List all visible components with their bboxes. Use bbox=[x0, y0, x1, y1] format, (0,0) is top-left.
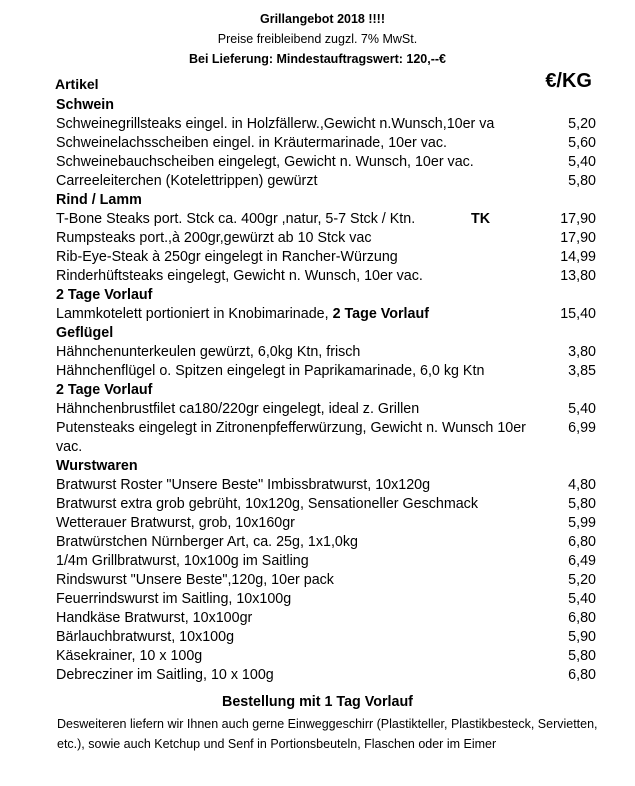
list-item bbox=[56, 590, 596, 609]
item-price: 6,80 bbox=[568, 667, 596, 683]
delivery-note: Bei Lieferung: Mindestauftragswert: 120,--€ bbox=[189, 52, 446, 66]
item-description: Schweinebauchscheiben eingelegt, Gewicht n. Wunsch, 10er vac. bbox=[56, 154, 474, 170]
item-price: 5,99 bbox=[568, 515, 596, 531]
lead-time-note: 2 Tage Vorlauf bbox=[332, 306, 429, 322]
item-price: 5,40 bbox=[568, 154, 596, 170]
item-description: Rumpsteaks port.,à 200gr,gewürzt ab 10 Stck vac bbox=[56, 230, 372, 246]
price-list bbox=[56, 96, 596, 685]
frozen-tag: TK bbox=[471, 211, 491, 227]
item-price: 13,80 bbox=[560, 268, 596, 284]
list-item bbox=[56, 305, 596, 324]
item-description: Käsekrainer, 10 x 100g bbox=[56, 648, 203, 664]
list-item bbox=[56, 666, 596, 685]
item-description: Rindswurst "Unsere Beste",120g, 10er pack bbox=[56, 572, 334, 588]
list-item bbox=[56, 571, 596, 590]
list-item bbox=[56, 552, 596, 571]
item-description: T-Bone Steaks port. Stck ca. 400gr ,natur, 5-7 Stck / Ktn. bbox=[56, 211, 416, 227]
item-description: Hähnchenbrustfilet ca180/220gr eingelegt, ideal z. Grillen bbox=[56, 401, 420, 417]
item-description: Feuerrindswurst im Saitling, 10x100g bbox=[56, 591, 292, 607]
list-item bbox=[56, 495, 596, 514]
item-description: Schweinelachsscheiben eingel. in Kräutermarinade, 10er vac. bbox=[56, 135, 448, 151]
list-item bbox=[56, 533, 596, 552]
item-price: 3,80 bbox=[568, 344, 596, 360]
section-heading: Geflügel bbox=[56, 325, 114, 341]
item-price: 4,80 bbox=[568, 477, 596, 493]
item-price: 5,20 bbox=[568, 116, 596, 132]
item-description: Schweinegrillsteaks eingel. in Holzfällerw.,Gewicht n.Wunsch,10er va bbox=[56, 116, 495, 132]
item-price: 5,80 bbox=[568, 173, 596, 189]
list-item bbox=[56, 210, 596, 229]
item-description: Rinderhüftsteaks eingelegt, Gewicht n. Wunsch, 10er vac. bbox=[56, 268, 423, 284]
item-price: 5,40 bbox=[568, 401, 596, 417]
item-price: 5,80 bbox=[568, 648, 596, 664]
item-description: Bärlauchbratwurst, 10x100g bbox=[56, 629, 235, 645]
section-heading: Wurstwaren bbox=[56, 458, 138, 474]
item-description: Bratwürstchen Nürnberger Art, ca. 25g, 1x1,0kg bbox=[56, 534, 358, 550]
document-title: Grillangebot 2018 !!!! bbox=[259, 12, 386, 26]
item-price: 17,90 bbox=[560, 230, 596, 246]
list-item bbox=[56, 609, 596, 628]
unit-column-header: €/KG bbox=[545, 70, 592, 92]
item-price: 6,80 bbox=[568, 534, 596, 550]
item-price: 17,90 bbox=[560, 211, 596, 227]
item-price: 5,40 bbox=[568, 591, 596, 607]
list-item bbox=[56, 476, 596, 495]
item-price: 3,85 bbox=[568, 363, 596, 379]
item-description: Lammkotelett portioniert in Knobimarinade, bbox=[56, 306, 333, 322]
item-price: 5,80 bbox=[568, 496, 596, 512]
item-description: Debrecziner im Saitling, 10 x 100g bbox=[56, 667, 274, 683]
list-item bbox=[56, 134, 596, 153]
item-price: 6,80 bbox=[568, 610, 596, 626]
list-item bbox=[56, 400, 596, 419]
order-note: Bestellung mit 1 Tag Vorlauf bbox=[222, 694, 413, 710]
list-item bbox=[56, 647, 596, 666]
item-price: 6,99 bbox=[568, 420, 596, 436]
item-description: Bratwurst Roster "Unsere Beste" Imbissbratwurst, 10x120g bbox=[56, 477, 431, 493]
list-item bbox=[56, 115, 596, 134]
section-heading: Rind / Lamm bbox=[56, 192, 142, 208]
list-item bbox=[56, 628, 596, 647]
item-description: 1/4m Grillbratwurst, 10x100g im Saitling bbox=[56, 553, 309, 569]
item-price: 15,40 bbox=[560, 306, 596, 322]
list-item bbox=[56, 267, 596, 286]
item-price: 6,49 bbox=[568, 553, 596, 569]
item-price: 5,90 bbox=[568, 629, 596, 645]
item-description: Hähnchenflügel o. Spitzen eingelegt in Paprikamarinade, 6,0 kg Ktn bbox=[56, 363, 485, 379]
item-price: 5,60 bbox=[568, 135, 596, 151]
item-price: 5,20 bbox=[568, 572, 596, 588]
item-description: Putensteaks eingelegt in Zitronenpfefferwürzung, Gewicht n. Wunsch 10er vac. bbox=[56, 420, 526, 455]
price-note: Preise freibleibend zugzl. 7% MwSt. bbox=[217, 32, 418, 46]
list-item bbox=[56, 343, 596, 362]
item-description: Handkäse Bratwurst, 10x100gr bbox=[56, 610, 253, 626]
item-description: Bratwurst extra grob gebrüht, 10x120g, Sensationeller Geschmack bbox=[56, 496, 478, 512]
item-description: Hähnchenunterkeulen gewürzt, 6,0kg Ktn, frisch bbox=[56, 344, 361, 360]
list-item bbox=[56, 229, 596, 248]
list-item bbox=[56, 248, 596, 267]
section-heading: Schwein bbox=[56, 97, 114, 113]
article-column-header: Artikel bbox=[55, 76, 99, 92]
list-item bbox=[56, 362, 596, 381]
item-description: Carreeleiterchen (Kotelettrippen) gewürzt bbox=[56, 173, 318, 189]
item-price: 14,99 bbox=[560, 249, 596, 265]
list-item bbox=[56, 172, 596, 191]
item-description: Wetterauer Bratwurst, grob, 10x160gr bbox=[56, 515, 295, 531]
item-description: Rib-Eye-Steak à 250gr eingelegt in Rancher-Würzung bbox=[56, 249, 398, 265]
footer-note: Desweiteren liefern wir Ihnen auch gerne Einweggeschirr (Plastikteller, Plastikbesteck, Servietten, etc.), sowie auch Ketchup und Senf in Portionsbeuteln, Flaschen oder im Eimer bbox=[57, 717, 598, 751]
list-item bbox=[56, 514, 596, 533]
list-item bbox=[56, 153, 596, 172]
section-heading: 2 Tage Vorlauf bbox=[56, 287, 153, 303]
list-item bbox=[56, 419, 596, 457]
section-heading: 2 Tage Vorlauf bbox=[56, 382, 153, 398]
